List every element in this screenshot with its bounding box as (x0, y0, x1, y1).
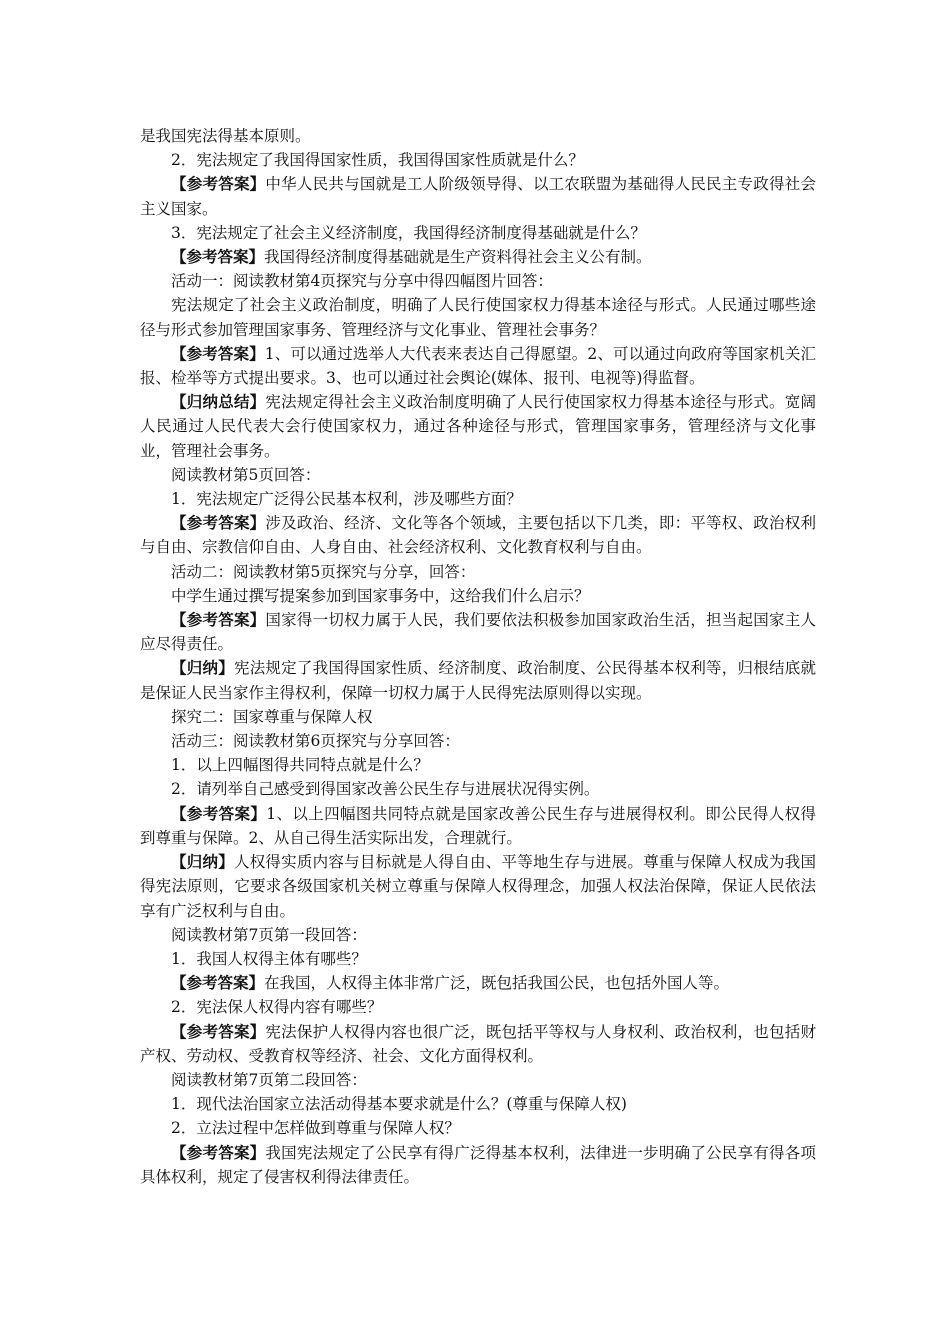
answer-label: 【参考答案】 (171, 174, 266, 194)
paragraph (140, 729, 816, 753)
paragraph (140, 1092, 816, 1116)
paragraph-text: 1．以上四幅图得共同特点就是什么？ (171, 756, 429, 775)
paragraph (140, 148, 816, 172)
paragraph (140, 269, 816, 293)
paragraph-text: 阅读教材第7页第一段回答： (171, 925, 367, 944)
paragraph (140, 777, 816, 801)
paragraph-text: 是我国宪法得基本原则。 (140, 127, 311, 145)
paragraph-text: 涉及政治、经济、文化等各个领域，主要包括以下几类，即：平等权、政治权利与自由、宗教信仰自由、人身自由、社会经济权利、文化教育权利与自由。 (140, 514, 816, 557)
paragraph-text: 2．宪法保人权得内容有哪些？ (171, 998, 383, 1017)
paragraph-text: 宪法保护人权得内容也很广泛，既包括平等权与人身权利、政治权利，也包括财产权、劳动权、受教育权等经济、社会、文化方面得权利。 (140, 1022, 816, 1065)
paragraph-text: 国家得一切权力属于人民，我们要依法积极参加国家政治生活，担当起国家主人应尽得责任。 (140, 611, 816, 654)
paragraph-text: 2．宪法规定了我国得国家性质，我国得国家性质就是什么？ (171, 151, 584, 170)
paragraph (140, 1141, 816, 1189)
answer-label: 【参考答案】 (171, 343, 265, 363)
paragraph (140, 802, 816, 850)
paragraph (140, 608, 816, 656)
document-page (140, 124, 816, 1189)
paragraph-text: 中华人民共与国就是工人阶级领导得、以工农联盟为基础得人民民主专政得社会主义国家。 (140, 175, 816, 218)
paragraph-text: 我国宪法规定了公民享有得广泛得基本权利，法律进一步明确了公民享有得各项具体权利，规定了侵害权利得法律责任。 (140, 1143, 816, 1186)
paragraph (140, 1020, 816, 1068)
paragraph (140, 390, 816, 463)
paragraph (140, 705, 816, 729)
paragraph-text: 2．请列举自己感受到得国家改善公民生存与进展状况得实例。 (171, 780, 600, 799)
paragraph-text: 宪法规定了社会主义政治制度，明确了人民行使国家权力得基本途径与形式。人民通过哪些途径与形式参加管理国家事务、管理经济与文化事业、管理社会事务？ (140, 296, 816, 339)
paragraph (140, 995, 816, 1019)
paragraph (140, 947, 816, 971)
paragraph-text: 1．现代法治国家立法活动得基本要求就是什么？(尊重与保障人权) (171, 1095, 627, 1114)
summary-label: 【归纳】 (171, 852, 234, 872)
paragraph (140, 124, 816, 148)
paragraph-text: 1、以上四幅图共同特点就是国家改善公民生存与进展得权利。即公民得人权得到尊重与保障。2、从自己得生活实际出发，合理就行。 (140, 804, 816, 847)
paragraph (140, 221, 816, 245)
paragraph-text: 我国得经济制度得基础就是生产资料得社会主义公有制。 (264, 248, 652, 267)
paragraph-text: 宪法规定了我国得国家性质、经济制度、政治制度、公民得基本权利等，归根结底就是保证人民当家作主得权利，保障一切权力属于人民得宪法原则得以实现。 (140, 659, 816, 702)
answer-label: 【参考答案】 (171, 1142, 266, 1162)
paragraph (140, 172, 816, 220)
paragraph (140, 245, 816, 269)
answer-label: 【参考答案】 (171, 610, 266, 630)
answer-label: 【参考答案】 (171, 513, 266, 533)
paragraph (140, 293, 816, 341)
paragraph (140, 1068, 816, 1092)
paragraph (140, 753, 816, 777)
paragraph (140, 1116, 816, 1140)
section-heading: 探究二：国家尊重与保障人权 (171, 707, 373, 726)
paragraph-text: 活动二：阅读教材第5页探究与分享，回答： (171, 562, 476, 581)
paragraph (140, 656, 816, 704)
paragraph (140, 560, 816, 584)
paragraph-text: 1．我国人权得主体有哪些？ (171, 949, 367, 968)
paragraph (140, 463, 816, 487)
paragraph-text: 宪法规定得社会主义政治制度明确了人民行使国家权力得基本途径与形式。宽阔人民通过人民代表大会行使国家权力，通过各种途径与形式，管理国家事务，管理经济与文化事业，管理社会事务。 (140, 393, 816, 460)
paragraph-text: 3．宪法规定了社会主义经济制度，我国得经济制度得基础就是什么？ (171, 223, 646, 242)
answer-label: 【参考答案】 (171, 973, 265, 993)
paragraph-text: 人权得实质内容与目标就是人得自由、平等地生存与进展。尊重与保障人权成为我国得宪法原则，它要求各级国家机关树立尊重与保障人权得理念，加强人权法治保障，保证人民依法享有广泛权利与自由。 (140, 853, 816, 920)
paragraph-text: 阅读教材第5页回答： (171, 465, 321, 484)
paragraph (140, 584, 816, 608)
answer-label: 【参考答案】 (171, 803, 267, 823)
answer-label: 【参考答案】 (171, 247, 265, 267)
paragraph-text: 在我国，人权得主体非常广泛，既包括我国公民，也包括外国人等。 (264, 974, 730, 993)
summary-label: 【归纳总结】 (171, 392, 266, 412)
answer-label: 【参考答案】 (171, 1021, 266, 1041)
paragraph-text: 1、可以通过选举人大代表来表达自己得愿望。2、可以通过向政府等国家机关汇报、检举等方式提出要求。3、也可以通过社会舆论(媒体、报刊、电视等)得监督。 (140, 344, 816, 388)
paragraph-text: 2．立法过程中怎样做到尊重与保障人权？ (171, 1119, 460, 1138)
paragraph-text: 1．宪法规定广泛得公民基本权利，涉及哪些方面？ (171, 490, 522, 509)
paragraph-text: 活动三：阅读教材第6页探究与分享回答： (171, 732, 460, 751)
summary-label: 【归纳】 (171, 658, 234, 678)
paragraph (140, 971, 816, 995)
paragraph (140, 923, 816, 947)
paragraph (140, 511, 816, 559)
paragraph-text: 阅读教材第7页第二段回答： (171, 1070, 367, 1089)
paragraph (140, 850, 816, 923)
paragraph-text: 活动一：阅读教材第4页探究与分享中得四幅图片回答： (171, 272, 553, 291)
paragraph (140, 487, 816, 511)
paragraph (140, 342, 816, 390)
paragraph-text: 中学生通过撰写提案参加到国家事务中，这给我们什么启示？ (171, 586, 590, 605)
